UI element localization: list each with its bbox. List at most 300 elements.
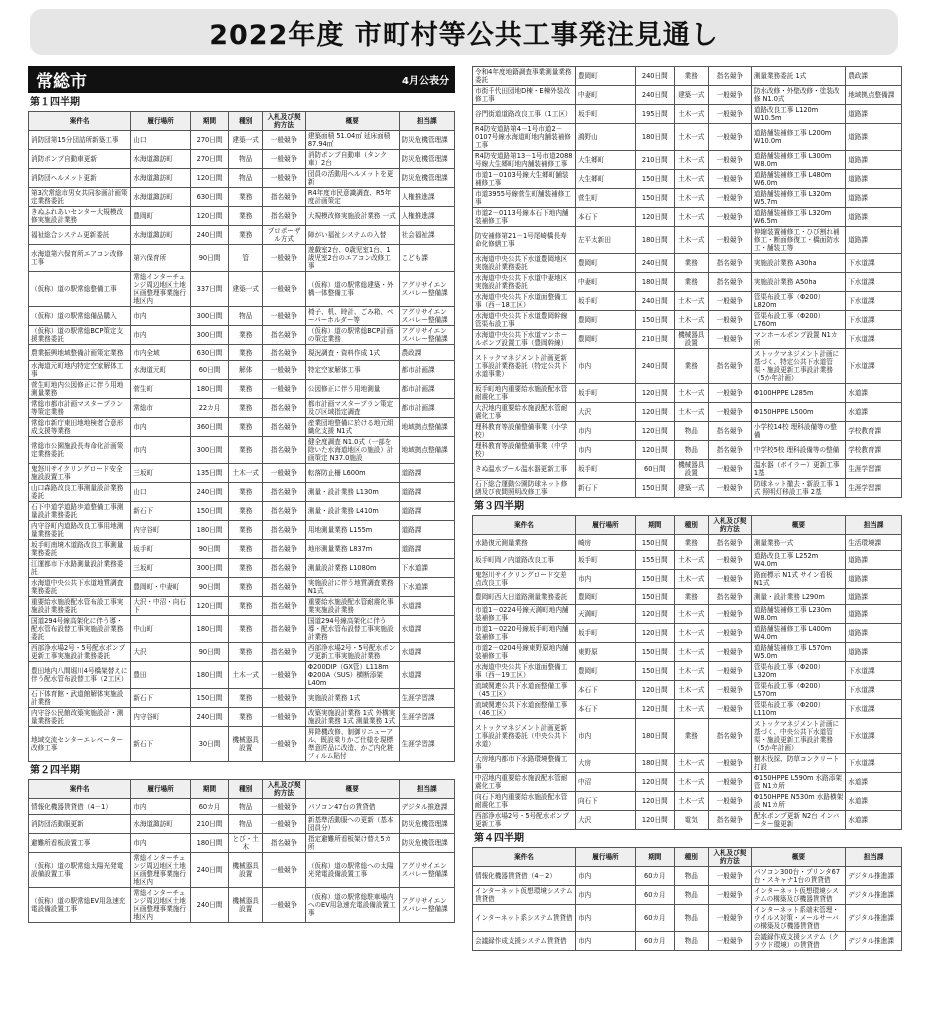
table-row: [473, 86, 902, 105]
cell-bid-method: 一般競争: [708, 403, 751, 422]
cell-bid-method: 指名競争: [263, 834, 306, 853]
column-header-department: 担当課: [399, 780, 454, 799]
cell-period: 240日間: [190, 708, 228, 727]
cell-bid-method: プロポーザル方式: [263, 226, 306, 245]
cell-project-name: 令和4年度地籍調査事業測量業務委託: [473, 67, 576, 86]
column-header-bid-method: 入札及び契約方法: [708, 848, 751, 867]
cell-category: 業務: [229, 437, 263, 464]
cell-summary: 樹木伐採、防草コンクリート打設: [751, 754, 845, 773]
cell-project-name: 常総市公園施設長寿命化計画策定業務委託: [29, 437, 131, 464]
cell-category: 業務: [229, 540, 263, 559]
cell-bid-method: 一般競争: [263, 727, 306, 762]
cell-department: デジタル推進課: [846, 867, 902, 886]
cell-project-name: 水海道元町地内特定空家解体工事: [29, 361, 131, 380]
page-title: 2022年度 市町村等公共工事発注見通し: [209, 19, 719, 51]
cell-bid-method: 一般競争: [708, 105, 751, 124]
cell-bid-method: 一般競争: [708, 330, 751, 349]
cell-project-name: 山口森路改良工事測量設計業務委託: [29, 483, 131, 502]
column-header-location: 履行場所: [575, 848, 635, 867]
cell-summary: 指定避難所看板架け替え5カ所: [305, 834, 399, 853]
column-header-department: 担当課: [846, 516, 902, 535]
column-header-summary: 概要: [751, 848, 845, 867]
table-row: [29, 361, 455, 380]
cell-category: 土木一式: [674, 227, 708, 254]
cell-bid-method: 一般競争: [708, 124, 751, 151]
table-row: [473, 535, 902, 551]
cell-project-name: 消防団第15分団詰所新築工事: [29, 131, 131, 150]
cell-period: 180日間: [636, 227, 675, 254]
table-row: [473, 589, 902, 605]
cell-project-name: 坂手町南境木道路改良工事測量業務委託: [29, 540, 131, 559]
table-row: [29, 418, 455, 437]
cell-project-name: 情報化機器賃貸借（4－1）: [29, 799, 131, 815]
cell-location: 市内: [575, 570, 635, 589]
column-header-category: 種別: [674, 516, 708, 535]
cell-bid-method: 一般競争: [263, 464, 306, 483]
cell-location: 崎房: [575, 535, 635, 551]
cell-summary: 管渠布設工事（Φ200）L570m: [751, 681, 845, 700]
cell-location: 第六保育所: [131, 245, 191, 272]
cell-category: 解体: [229, 361, 263, 380]
table-row: [29, 464, 455, 483]
cell-category: 土木一式: [674, 105, 708, 124]
column-header-period: 期間: [636, 516, 675, 535]
cell-category: 物品: [674, 422, 708, 441]
cell-bid-method: 指名競争: [708, 349, 751, 384]
cell-period: 150日間: [636, 189, 675, 208]
table-row: [473, 254, 902, 273]
cell-bid-method: 一般競争: [263, 380, 306, 399]
cell-category: 業務: [229, 708, 263, 727]
cell-department: 生涯学習課: [399, 708, 454, 727]
cell-category: 業務: [229, 643, 263, 662]
table-row: [29, 559, 455, 578]
cell-location: 大生郷町: [575, 151, 635, 170]
cell-department: 道路課: [846, 124, 902, 151]
cell-project-name: 内守谷公民館改築実施設計・測量業務委託: [29, 708, 131, 727]
column-header-location: 履行場所: [575, 516, 635, 535]
cell-period: 60日間: [636, 460, 675, 479]
cell-project-name: 水海道中央公共下水道マンホールポンプ設置工事（豊岡幹線）: [473, 330, 576, 349]
cell-summary: 配水ポンプ更新 N2台 インバーター盤更新: [751, 811, 845, 830]
cell-department: 下水道課: [846, 330, 902, 349]
table-row: [29, 188, 455, 207]
quarter-2-heading: 第２四半期: [30, 765, 80, 776]
cell-period: 135日間: [190, 464, 228, 483]
cell-location: 三坂町: [131, 464, 191, 483]
cell-location: 坂手町: [575, 551, 635, 570]
table-row: [473, 570, 902, 589]
cell-category: 土木一式: [674, 151, 708, 170]
cell-summary: インターネット仮想環境システムの構築及び機器賃貸借: [751, 886, 845, 905]
cell-period: 240日間: [636, 254, 675, 273]
cell-department: デジタル推進課: [846, 886, 902, 905]
cell-summary: 中学校5校 理科設備等の整備: [751, 441, 845, 460]
cell-project-name: 市道3955号線菅生町舗装補修工事: [473, 189, 576, 208]
cell-project-name: 水海道中央公共下水道豊岡地区実施設計業務委託: [473, 254, 576, 273]
table-row: [29, 799, 455, 815]
cell-project-name: 第3次常総市男女共同参画計画策定業務委託: [29, 188, 131, 207]
cell-bid-method: 指名競争: [708, 441, 751, 460]
table-row: [473, 441, 902, 460]
cell-project-name: 防安補修第21－1号尾崎橋長寿命化修繕工事: [473, 227, 576, 254]
cell-period: 120日間: [636, 700, 675, 719]
cell-department: 水道課: [846, 792, 902, 811]
cell-period: 300日間: [190, 437, 228, 464]
cell-category: 業務: [674, 719, 708, 754]
cell-location: 水海道諏訪町: [131, 226, 191, 245]
cell-location: 本石下: [575, 681, 635, 700]
cell-location: 内守谷町: [131, 708, 191, 727]
cell-period: 210日間: [190, 815, 228, 834]
table-row: [29, 226, 455, 245]
cell-project-name: 市街千代田団地D棟・E棟外装改修工事: [473, 86, 576, 105]
cell-summary: パソコン300台・プリンタ67台・スキャナ1台の賃貸借: [751, 867, 845, 886]
cell-category: 業務: [674, 535, 708, 551]
cell-summary: （仮称）道の駅常総BCP計画の策定業務: [305, 326, 399, 345]
cell-period: 120日間: [636, 792, 675, 811]
cell-bid-method: 一般競争: [708, 643, 751, 662]
cell-department: 道路課: [846, 570, 902, 589]
cell-location: 水海道諏訪町: [131, 188, 191, 207]
cell-bid-method: 一般競争: [708, 605, 751, 624]
cell-category: 土木一式: [674, 624, 708, 643]
cell-category: 業務: [229, 483, 263, 502]
cell-summary: パソコン47台の賃貸借: [305, 799, 399, 815]
column-header-project-name: 案件名: [29, 780, 131, 799]
cell-project-name: 水海道中央公共下水道地質調査業務委託: [29, 578, 131, 597]
cell-period: 337日間: [190, 272, 228, 307]
cell-bid-method: 指名競争: [263, 326, 306, 345]
cell-location: 豊岡町: [575, 67, 635, 86]
cell-summary: 管渠布設工事（Φ200）L110m: [751, 700, 845, 719]
cell-summary: 路面標示 N1式 サイン看板 N1式: [751, 570, 845, 589]
cell-department: デジタル推進課: [846, 932, 902, 951]
cell-period: 155日間: [636, 551, 675, 570]
cell-period: 150日間: [636, 643, 675, 662]
cell-category: 土木一式: [674, 662, 708, 681]
cell-department: 道路課: [846, 189, 902, 208]
cell-bid-method: 指名競争: [263, 188, 306, 207]
column-header-bid-method: 入札及び契約方法: [708, 516, 751, 535]
cell-bid-method: 一般競争: [708, 624, 751, 643]
cell-category: 業務: [229, 502, 263, 521]
cell-category: 物品: [674, 905, 708, 932]
table-row: [473, 189, 902, 208]
cell-category: 業務: [674, 349, 708, 384]
cell-summary: 消防ポンプ自動車（タンク車）2台: [305, 150, 399, 169]
column-header-bid-method: 入札及び契約方法: [263, 780, 306, 799]
table-row: [473, 479, 902, 498]
table-header-row: [473, 848, 902, 867]
cell-bid-method: 指名競争: [708, 422, 751, 441]
cell-department: 生涯学習課: [846, 479, 902, 498]
cell-period: 60カ月: [190, 799, 228, 815]
cell-category: 建築一式: [229, 131, 263, 150]
cell-location: 中妻町: [575, 273, 635, 292]
cell-location: 坂手町: [131, 540, 191, 559]
table-row: [473, 227, 902, 254]
cell-location: 中妻町: [575, 86, 635, 105]
table-row: [473, 811, 902, 830]
table-row: [473, 403, 902, 422]
cell-summary: 特定空家解体工事: [305, 361, 399, 380]
cell-summary: （仮称）道の駅常総駐車場内へのEV用急速充電設備設置工事: [305, 888, 399, 923]
cell-period: 30日間: [190, 727, 228, 762]
cell-summary: 転落防止柵 L600m: [305, 464, 399, 483]
cell-department: 道路課: [846, 605, 902, 624]
cell-period: 300日間: [190, 559, 228, 578]
cell-bid-method: 一般競争: [263, 131, 306, 150]
cell-bid-method: 指名競争: [708, 811, 751, 830]
cell-category: 土木一式: [674, 754, 708, 773]
cell-bid-method: 指名競争: [263, 643, 306, 662]
cell-category: 業務: [229, 345, 263, 361]
cell-period: 120日間: [636, 384, 675, 403]
left-column: [28, 66, 455, 1024]
table-row: [29, 888, 455, 923]
quarter-3-table: [472, 515, 902, 830]
cell-location: 大生郷町: [575, 170, 635, 189]
cell-location: 常総市: [131, 399, 191, 418]
cell-period: 90日間: [190, 540, 228, 559]
cell-period: 240日間: [190, 853, 228, 888]
cell-period: 360日間: [190, 418, 228, 437]
cell-department: 水道課: [846, 384, 902, 403]
cell-bid-method: 一般競争: [708, 662, 751, 681]
table-row: [473, 681, 902, 700]
cell-location: 水海道元町: [131, 361, 191, 380]
cell-project-name: 内守谷町内道路改良工事用地測量業務委託: [29, 521, 131, 540]
cell-category: 業務: [674, 589, 708, 605]
cell-summary: 国道294号線高架化に伴う導・配水管布設替工事実施設計業務: [305, 616, 399, 643]
cell-category: 物品: [674, 932, 708, 951]
cell-department: 道路課: [399, 464, 454, 483]
cell-bid-method: 一般競争: [708, 570, 751, 589]
cell-department: 下水道課: [846, 700, 902, 719]
cell-project-name: 豊岡町西大日道路測量業務委託: [473, 589, 576, 605]
cell-period: 120日間: [636, 624, 675, 643]
cell-summary: 遊戯室2台、0歳児室1台、1歳児室2台のエアコン改修工事: [305, 245, 399, 272]
cell-period: 240日間: [636, 86, 675, 105]
cell-period: 180日間: [636, 719, 675, 754]
cell-summary: 管渠布設工事（Φ200）L760m: [751, 311, 845, 330]
cell-category: 土木一式: [674, 311, 708, 330]
cell-department: 学校教育課: [846, 441, 902, 460]
cell-category: 土木一式: [674, 700, 708, 719]
cell-period: 630日間: [190, 345, 228, 361]
cell-summary: 健全度調査 N1.0式（一部を除いた水海道地区の施設）計画策定 N37.0施設: [305, 437, 399, 464]
cell-department: 道路課: [846, 170, 902, 189]
cell-bid-method: 一般競争: [708, 681, 751, 700]
cell-period: 300日間: [190, 326, 228, 345]
cell-bid-method: 一般競争: [263, 272, 306, 307]
cell-category: 業務: [229, 616, 263, 643]
column-header-summary: 概要: [305, 112, 399, 131]
cell-category: 土木一式: [229, 464, 263, 483]
cell-department: 下水道課: [846, 754, 902, 773]
table-row: [29, 169, 455, 188]
table-row: [473, 384, 902, 403]
cell-bid-method: 指名競争: [263, 616, 306, 643]
table-row: [29, 380, 455, 399]
table-header-row: [29, 780, 455, 799]
cell-project-name: （仮称）道の駅常総整備工事: [29, 272, 131, 307]
cell-category: 土木一式: [674, 643, 708, 662]
table-row: [473, 886, 902, 905]
cell-category: 業務: [229, 689, 263, 708]
cell-category: 業務: [229, 521, 263, 540]
cell-department: 生涯学習課: [399, 689, 454, 708]
cell-summary: 測量業務一式: [751, 535, 845, 551]
table-row: [29, 207, 455, 226]
cell-department: 下水道課: [846, 311, 902, 330]
cell-department: 下水道課: [846, 292, 902, 311]
cell-location: 新石下: [575, 479, 635, 498]
cell-department: 下水道課: [846, 662, 902, 681]
cell-department: 防災危機管理課: [399, 150, 454, 169]
cell-category: 土木一式: [674, 403, 708, 422]
cell-period: 240日間: [636, 349, 675, 384]
table-row: [473, 932, 902, 951]
cell-period: 120日間: [190, 207, 228, 226]
cell-department: 都市計画課: [399, 380, 454, 399]
table-row: [473, 311, 902, 330]
cell-bid-method: 一般競争: [263, 708, 306, 727]
cell-category: 物品: [674, 886, 708, 905]
cell-period: 180日間: [190, 662, 228, 689]
cell-period: 150日間: [636, 662, 675, 681]
cell-location: 天満町: [575, 605, 635, 624]
cell-summary: 伸縮装置補修工・ひび割れ補修工・断面修復工・橋面防水工・舗装工等: [751, 227, 845, 254]
table-row: [473, 124, 902, 151]
cell-period: 180日間: [190, 521, 228, 540]
cell-period: 120日間: [636, 605, 675, 624]
cell-location: 坂手町: [575, 624, 635, 643]
cell-summary: 西部浄水場2号・5号配水ポンプ更新工事実施設計業務: [305, 643, 399, 662]
cell-period: 120日間: [636, 681, 675, 700]
cell-location: 本石下: [575, 700, 635, 719]
cell-project-name: （仮称）道の駅常総備品購入: [29, 307, 131, 326]
cell-project-name: 理科教育等設備整備事業（中学校）: [473, 441, 576, 460]
cell-summary: （仮称）道の駅常総建築・外構一体整備工事: [305, 272, 399, 307]
cell-category: 土木一式: [229, 662, 263, 689]
cell-category: 土木一式: [674, 208, 708, 227]
table-row: [29, 521, 455, 540]
table-row: [473, 422, 902, 441]
cell-project-name: 常総市都市計画マスタープラン等策定業務: [29, 399, 131, 418]
cell-period: 120日間: [636, 441, 675, 460]
cell-bid-method: 指名競争: [708, 254, 751, 273]
cell-category: 土木一式: [674, 792, 708, 811]
cell-department: 道路課: [846, 105, 902, 124]
table-row: [473, 754, 902, 773]
column-header-project-name: 案件名: [473, 516, 576, 535]
column-header-period: 期間: [190, 780, 228, 799]
cell-location: 市内: [131, 799, 191, 815]
column-header-category: 種別: [229, 780, 263, 799]
table-row: [473, 773, 902, 792]
cell-location: 豊岡町: [575, 311, 635, 330]
table-row: [473, 605, 902, 624]
cell-summary: 公図修正に伴う用地測量: [305, 380, 399, 399]
cell-bid-method: 一般競争: [708, 479, 751, 498]
column-header-bid-method: 入札及び契約方法: [263, 112, 306, 131]
cell-department: 地域拠点整備課: [399, 418, 454, 437]
cell-location: 豊岡町: [575, 330, 635, 349]
cell-department: デジタル推進課: [846, 905, 902, 932]
cell-project-name: 石下体育館・武道館解体実施設計業務: [29, 689, 131, 708]
cell-bid-method: 一般競争: [263, 245, 306, 272]
cell-summary: 実施設計業務 A50ha: [751, 273, 845, 292]
cell-summary: 建築面積 51.04㎡ 延床面積 87.94㎡: [305, 131, 399, 150]
table-row: [29, 815, 455, 834]
cell-project-name: 会議録作成支援システム賃貸借: [473, 932, 576, 951]
table-row: [29, 272, 455, 307]
table-row: [29, 616, 455, 643]
cell-period: 270日間: [190, 131, 228, 150]
cell-bid-method: 一般競争: [708, 905, 751, 932]
cell-location: 豊岡町・中妻町: [131, 578, 191, 597]
cell-department: 防災危機管理課: [399, 834, 454, 853]
cell-bid-method: 指名競争: [263, 559, 306, 578]
cell-category: とび・土木: [229, 834, 263, 853]
cell-period: 60日間: [190, 361, 228, 380]
cell-project-name: 豊田地内八間堀川4号橋架替えに伴う配水管布設替工事（2工区）: [29, 662, 131, 689]
cell-category: 土木一式: [674, 170, 708, 189]
cell-bid-method: 指名競争: [708, 67, 751, 86]
cell-period: 210日間: [636, 151, 675, 170]
cell-bid-method: 指名競争: [263, 345, 306, 361]
cell-location: 常総インターチェンジ周辺地区土地区画整理事業施行地区内: [131, 272, 191, 307]
table-row: [473, 105, 902, 124]
cell-project-name: 鬼怒川サイクリングロード安全施設設置工事: [29, 464, 131, 483]
cell-location: 市内: [575, 349, 635, 384]
cell-bid-method: 一般競争: [708, 700, 751, 719]
cell-category: 物品: [229, 169, 263, 188]
cell-summary: 道路舗装補修工事 L320m W6.5m: [751, 208, 845, 227]
cell-department: デジタル推進課: [399, 799, 454, 815]
cell-department: 道路課: [399, 540, 454, 559]
cell-period: 60カ月: [636, 886, 675, 905]
cell-bid-method: 一般競争: [263, 853, 306, 888]
table-row: [29, 345, 455, 361]
cell-period: 240日間: [636, 67, 675, 86]
cell-summary: 道路舗装補修工事 L320m W5.7m: [751, 189, 845, 208]
cell-summary: R4年度市民意識調査、R5年度計画策定: [305, 188, 399, 207]
cell-location: 向石下: [575, 792, 635, 811]
cell-location: 豊岡町: [575, 589, 635, 605]
column-header-summary: 概要: [751, 516, 845, 535]
cell-bid-method: 指名競争: [263, 502, 306, 521]
cell-location: 大房: [575, 754, 635, 773]
table-row: [29, 307, 455, 326]
table-row: [29, 834, 455, 853]
column-header-department: 担当課: [399, 112, 454, 131]
cell-summary: 道路舗装補修工事 L300m W8.0m: [751, 151, 845, 170]
table-row: [473, 208, 902, 227]
cell-summary: 温水器（ボイラー）更新工事 1基: [751, 460, 845, 479]
cell-location: 新石下: [131, 727, 191, 762]
cell-project-name: きぬ温水プール温水器更新工事: [473, 460, 576, 479]
cell-project-name: 西部浄水場2号・5号配水ポンプ更新工事: [473, 811, 576, 830]
cell-bid-method: 指名競争: [708, 535, 751, 551]
cell-project-name: （仮称）道の駅常総EV用急速充電設備設置工事: [29, 888, 131, 923]
cell-department: 道路課: [846, 551, 902, 570]
cell-project-name: 坂手町地内重要給水施設配水管耐震化工事: [473, 384, 576, 403]
cell-project-name: 鬼怒川サイクリングロード交差点改良工事: [473, 570, 576, 589]
cell-bid-method: 一般競争: [708, 311, 751, 330]
